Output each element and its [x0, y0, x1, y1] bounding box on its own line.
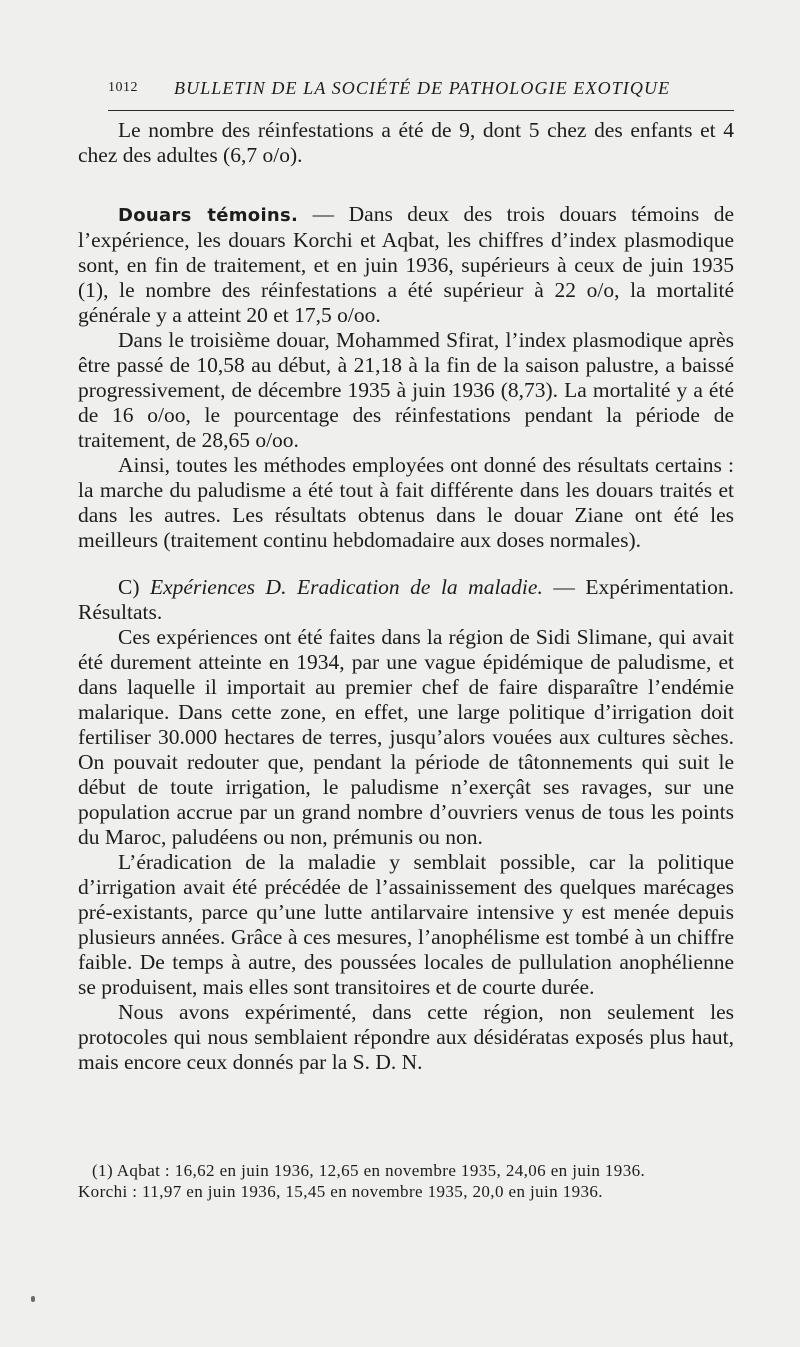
paragraph-douars-temoins	[78, 202, 734, 328]
section-heading-experiences-d	[78, 575, 734, 625]
running-title: BULLETIN DE LA SOCIÉTÉ DE PATHOLOGIE EXOTIQUE	[174, 78, 671, 98]
section-heading-prefix: C)	[118, 575, 150, 599]
section-heading-italic: Expériences D. Eradication de la maladie.	[150, 575, 543, 599]
paragraph-reinfestations: Le nombre des réinfestations a été de 9, dont 5 chez des enfants et 4 chez des adultes (6,7 o/o).	[78, 118, 734, 167]
footnote-korchi: Korchi : 11,97 en juin 1936, 15,45 en novembre 1935, 20,0 en juin 1936.	[78, 1182, 603, 1201]
scan-speck	[31, 1296, 35, 1302]
body-text	[78, 118, 734, 1075]
footnotes	[78, 1160, 738, 1202]
paragraph-nous-avons: Nous avons expérimenté, dans cette région, non seulement les protocoles qui nous semblaient répondre aux désidératas exposés plus haut, mais encore ceux donnés par la S. D. N.	[78, 1000, 734, 1074]
paragraph-ainsi: Ainsi, toutes les méthodes employées ont donné des résultats certains : la marche du paludisme a été tout à fait différente dans les douars traités et dans les autres. Les résultats obtenus dans le douar Ziane ont été les meilleurs (traitement continu hebdomadaire aux doses normales).	[78, 453, 734, 552]
section-heading-douars-temoins: Douars témoins.	[118, 205, 299, 226]
footnote-aqbat: (1) Aqbat : 16,62 en juin 1936, 12,65 en novembre 1935, 24,06 en juin 1936.	[92, 1161, 646, 1180]
paragraph-sidi-slimane: Ces expériences ont été faites dans la région de Sidi Slimane, qui avait été durement atteinte en 1934, par une vague épidémique de paludisme, et dans laquelle il importait au premier chef de faire disparaître l’endémie malarique. Dans cette zone, en effet, une large politique d’irrigation doit fertiliser 30.000 hectares de terres, jusqu’alors vouées aux cultures sèches. On pouvait redouter que, pendant la période de tâtonnements qui suit le début de toute irrigation, le paludisme n’exerçât ses ravages, sur une population accrue par un grand nombre d’ouvriers venus de tous les points du Maroc, paludéens ou non, prémunis ou non.	[78, 625, 734, 849]
page-header	[108, 78, 734, 110]
paragraph-mohammed-sfirat: Dans le troisième douar, Mohammed Sfirat, l’index plasmodique après être passé de 10,58 au début, à 21,18 à la fin de la saison palustre, a baissé progressivement, de décembre 1935 à juin 1936 (8,73). La mortalité y a été de 16 o/oo, le pourcentage des réinfestations pendant la période de traitement, de 28,65 o/oo.	[78, 328, 734, 452]
paragraph-eradication: L’éradication de la maladie y semblait possible, car la politique d’irrigation avait été précédée de l’assainissement des quelques marécages pré-existants, parce qu’une lutte antilarvaire intensive y est menée depuis plusieurs années. Grâce à ces mesures, l’anophélisme est tombé à un chiffre faible. De temps à autre, des poussées locales de pullulation anophélienne se produisent, mais elles sont transitoires et de courte durée.	[78, 850, 734, 999]
paragraph-douars-temoins-text: — Dans deux des trois douars témoins de l’expérience, les douars Korchi et Aqbat, les chiffres d’index plasmodique sont, en fin de traitement, et en juin 1936, supérieurs à ceux de juin 1935 (1), le nombre des réinfestations a été supérieur à 22 o/o, la mortalité générale y a atteint 20 et 17,5 o/oo.	[78, 202, 734, 327]
header-rule	[108, 110, 734, 111]
section-heading-suffix: — Expérimentation. Résultats.	[78, 575, 734, 624]
page-number: 1012	[108, 80, 138, 95]
